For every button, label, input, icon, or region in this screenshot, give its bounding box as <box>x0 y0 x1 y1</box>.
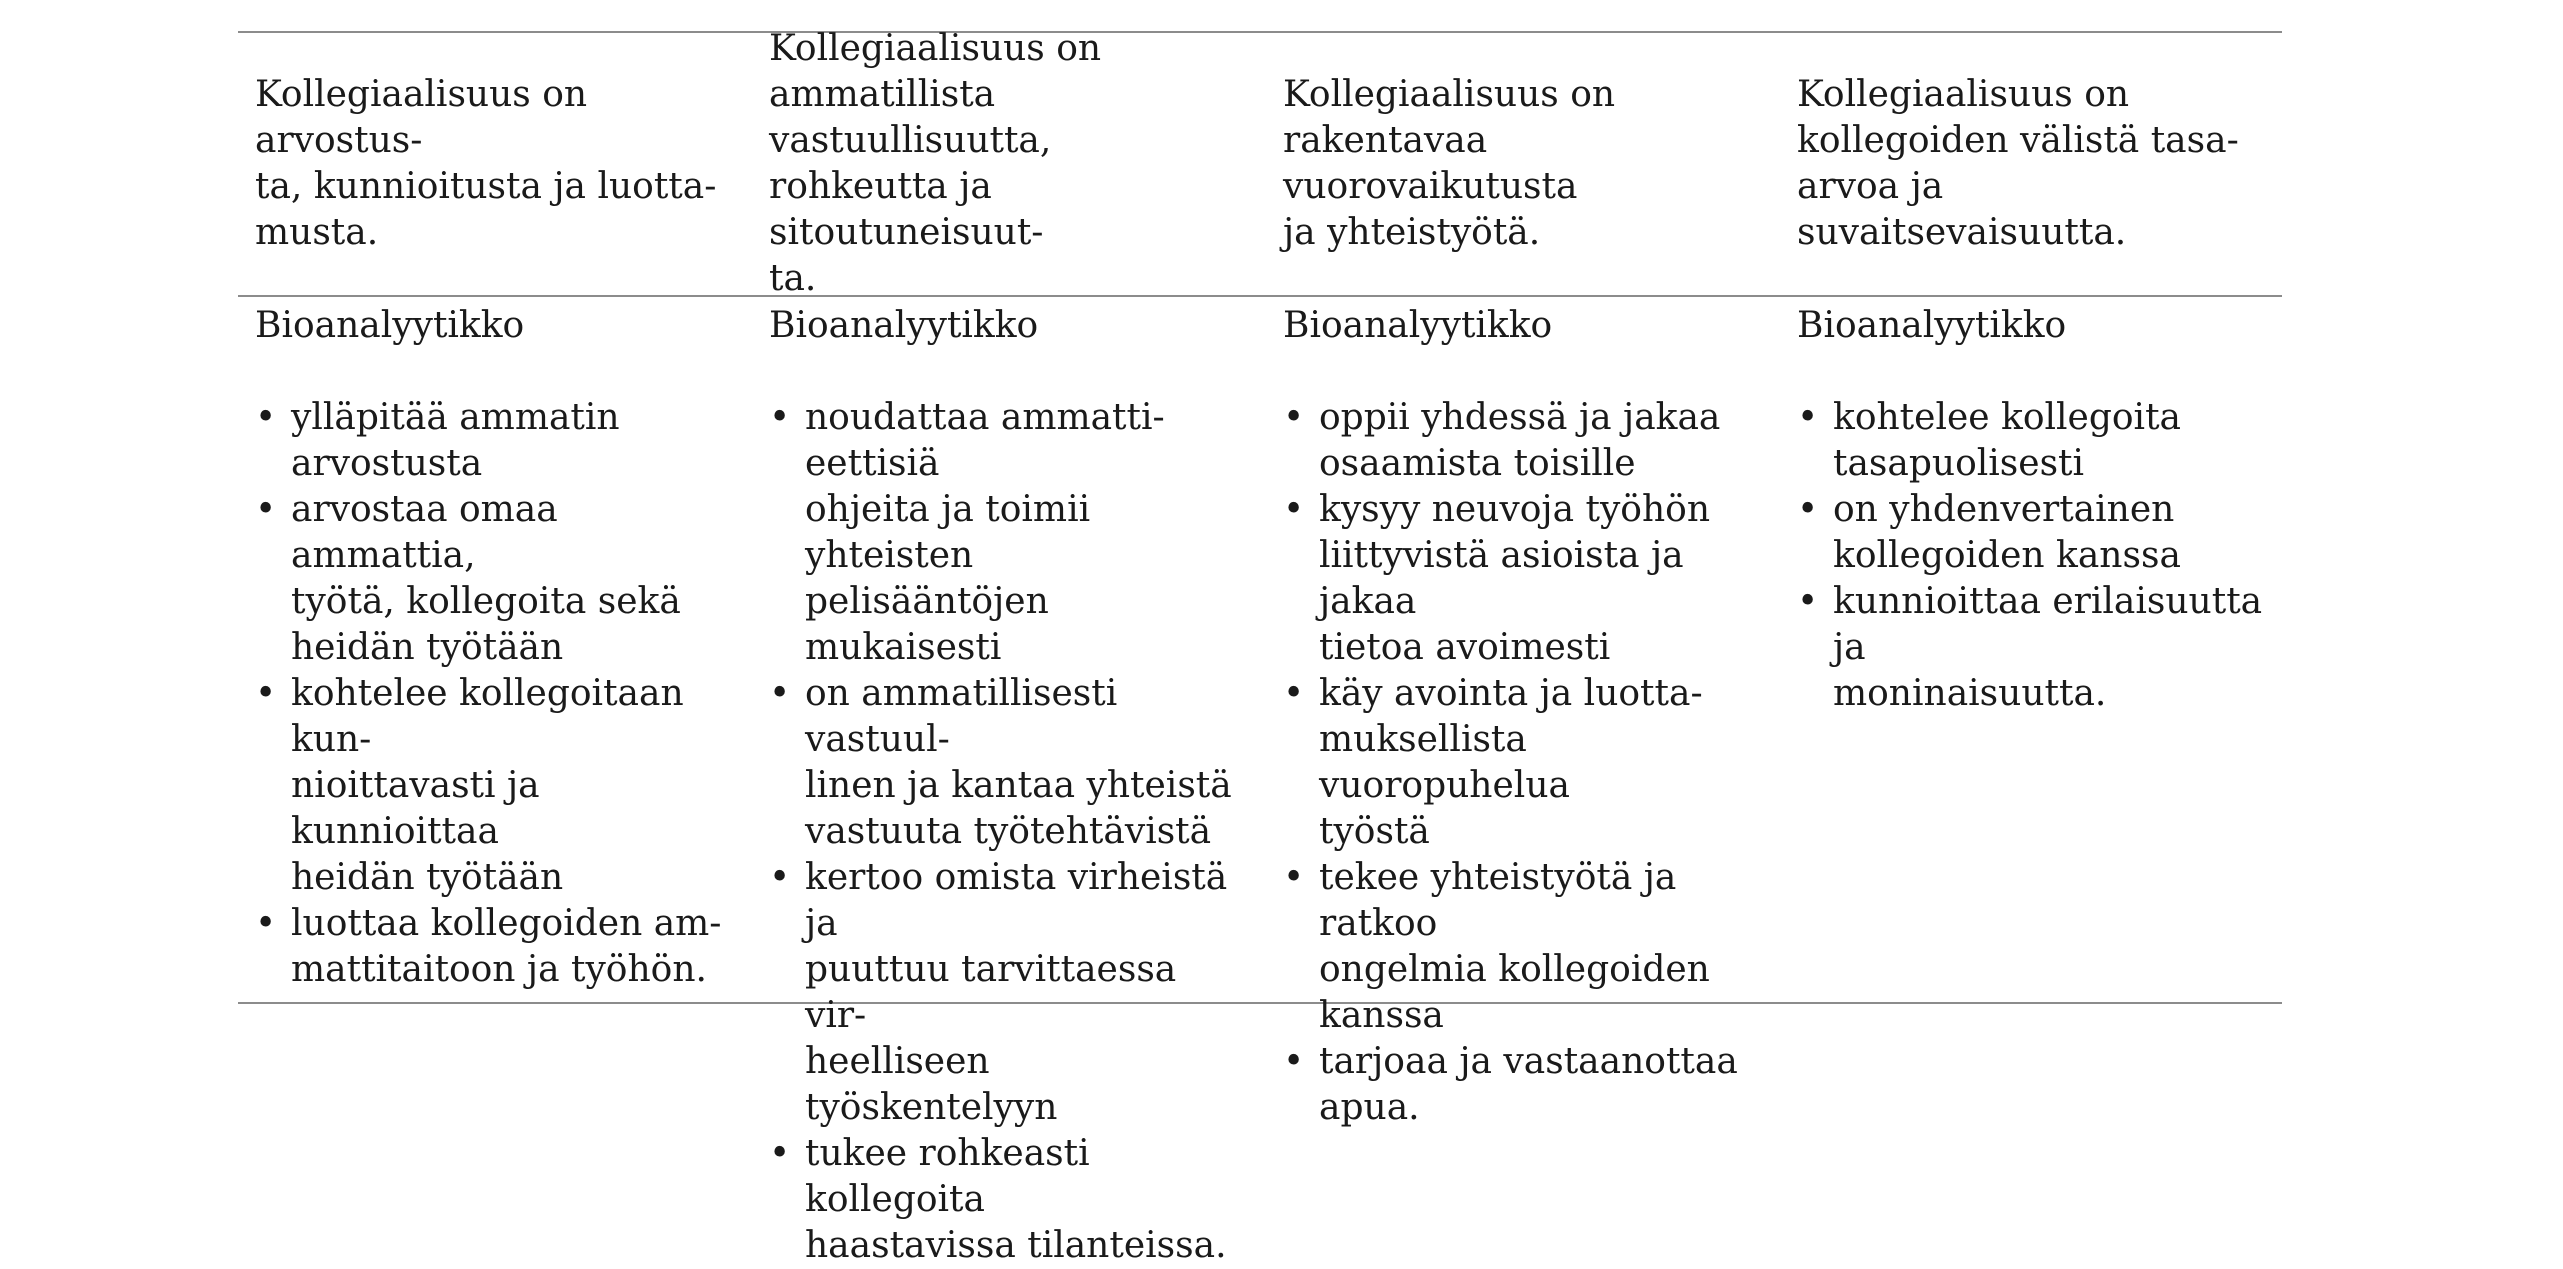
list-item: • tarjoaa ja vastaanottaa apua. <box>1283 1039 1762 1131</box>
column-heading-2 <box>752 28 1266 299</box>
column-body-3 <box>1266 297 1780 1128</box>
heading-text: Kollegiaalisuus on rakentavaa vuorovaikutusta ja yhteistyötä. <box>1283 74 1616 253</box>
role-label: Bioanalyytikko <box>769 305 1039 346</box>
list-item: • tukee rohkeasti kollegoita haastavissa tilanteissa. <box>769 1131 1248 1269</box>
heading-text: Kollegiaalisuus on kollegoiden välistä tasa- arvoa ja suvaitsevaisuutta. <box>1797 74 2239 253</box>
list-item: • kysyy neuvoja työhön liittyvistä asioista ja jakaa tietoa avoimesti <box>1283 487 1762 671</box>
heading-text: Kollegiaalisuus on ammatillista vastuullisuutta, rohkeutta ja sitoutuneisuut- ta. <box>769 28 1102 299</box>
list-item: • luottaa kollegoiden am- mattitaitoon ja työhön. <box>255 901 734 993</box>
list-item: • ylläpitää ammatin arvostusta <box>255 395 734 487</box>
list-item: • kohtelee kollegoitaan kun- nioittavasti ja kunnioittaa heidän työtään <box>255 671 734 901</box>
list-item: • on yhdenvertainen kollegoiden kanssa <box>1797 487 2264 579</box>
collegiality-table <box>238 28 2282 1266</box>
bullet-list <box>1797 395 2264 717</box>
column-heading-4 <box>1780 33 2282 297</box>
list-item: • kunnioittaa erilaisuutta ja moninaisuutta. <box>1797 579 2264 717</box>
column-body-1 <box>238 297 752 1002</box>
list-item: • kertoo omista virheistä ja puuttuu tarvittaessa vir- heelliseen työskentelyyn <box>769 855 1248 1131</box>
column-heading-1 <box>238 33 752 297</box>
column-heading-3 <box>1266 33 1780 297</box>
role-label: Bioanalyytikko <box>1283 305 1553 346</box>
list-item: • käy avointa ja luotta- muksellista vuoropuhelua työstä <box>1283 671 1762 855</box>
heading-text: Kollegiaalisuus on arvostus- ta, kunnioitusta ja luotta- musta. <box>255 74 717 253</box>
list-item: • noudattaa ammattieettisiä ohjeita ja toimii yhteisten pelisääntöjen mukaisesti <box>769 395 1248 671</box>
list-item: • oppii yhdessä ja jakaa osaamista toisille <box>1283 395 1762 487</box>
column-body-2 <box>752 297 1266 1266</box>
bullet-list <box>1283 395 1762 1131</box>
bullet-list <box>769 395 1248 1269</box>
list-item: • kohtelee kollegoita tasapuolisesti <box>1797 395 2264 487</box>
role-label: Bioanalyytikko <box>1797 305 2067 346</box>
bullet-list <box>255 395 734 993</box>
column-body-4 <box>1780 297 2282 1002</box>
list-item: • arvostaa omaa ammattia, työtä, kollegoita sekä heidän työtään <box>255 487 734 671</box>
list-item: • on ammatillisesti vastuul- linen ja kantaa yhteistä vastuuta työtehtävistä <box>769 671 1248 855</box>
list-item: • tekee yhteistyötä ja ratkoo ongelmia kollegoiden kanssa <box>1283 855 1762 1039</box>
role-label: Bioanalyytikko <box>255 305 525 346</box>
